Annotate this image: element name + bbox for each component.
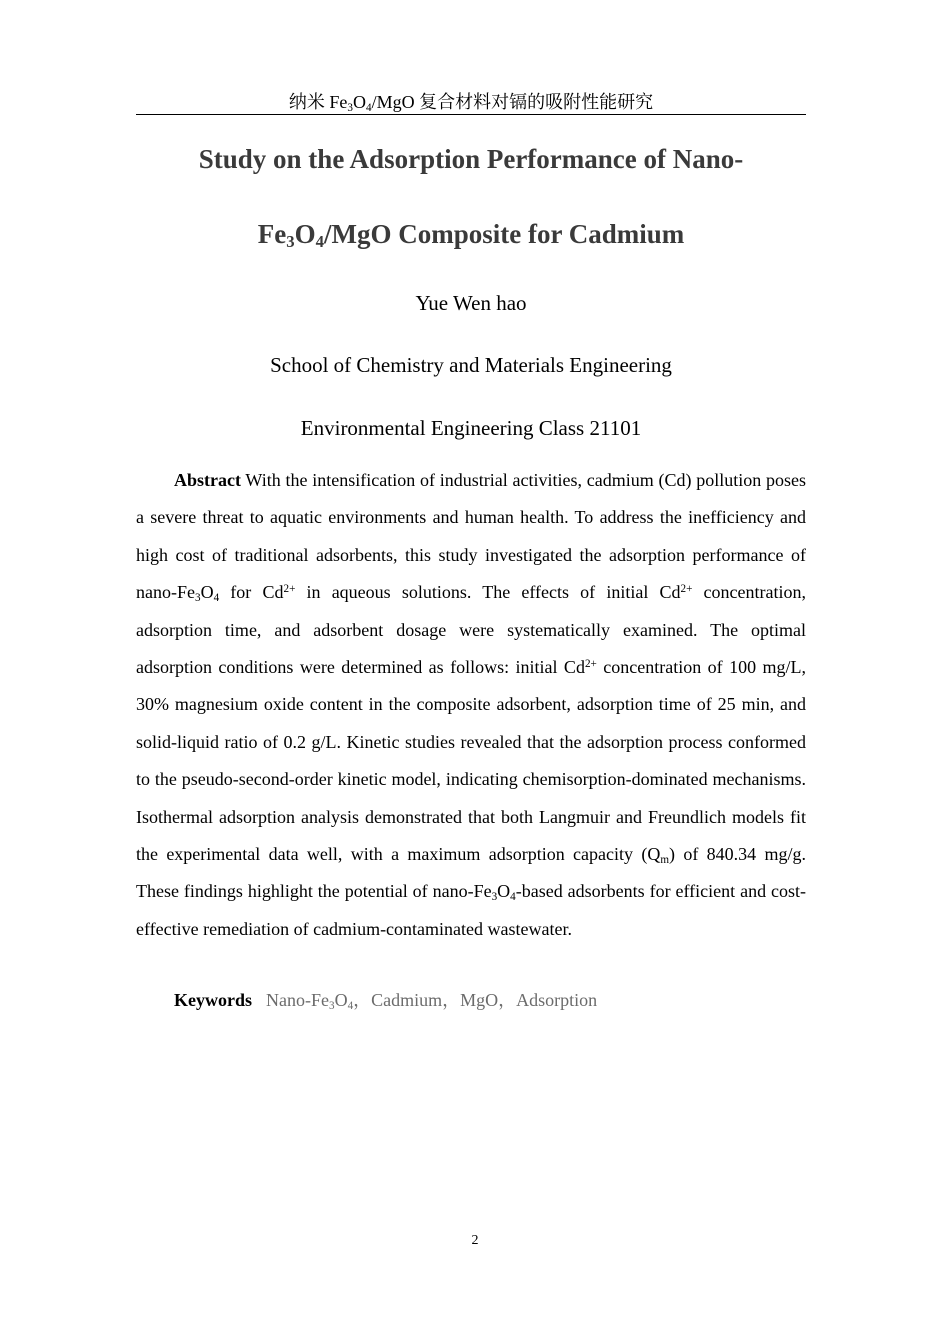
abstract-text: in aqueous solutions. The effects of initial Cd bbox=[295, 582, 681, 603]
abstract-subscript: 3 bbox=[194, 592, 201, 604]
keyword-subscript: 4 bbox=[347, 999, 354, 1012]
header-text: /MgO 复合材料对镉的吸附性能研究 bbox=[371, 92, 654, 112]
abstract-text: With the intensification of industrial activities, cadmium (Cd) pollution poses a severe threat to aquatic environments and human health. To address the inefficiency and high cost of traditional adsorbents, this study investigated the adsorption performance of nano-Fe bbox=[136, 470, 806, 603]
title-line-1: Study on the Adsorption Performance of Nano- bbox=[198, 144, 744, 174]
keyword-text: MgO bbox=[460, 990, 499, 1010]
title-subscript: 3 bbox=[286, 232, 295, 252]
author-name: Yue Wen hao bbox=[415, 291, 527, 315]
abstract-text: O bbox=[497, 881, 511, 902]
running-header bbox=[136, 90, 806, 114]
abstract-superscript: 2+ bbox=[584, 657, 597, 670]
abstract-text: ) of 840.34 mg/g. These findings highlight the potential of nano-Fe bbox=[136, 844, 806, 902]
abstract-text: for Cd bbox=[219, 582, 284, 603]
keywords-label: Keywords bbox=[174, 990, 252, 1010]
abstract-label: Abstract bbox=[174, 470, 241, 490]
title-subscript: 4 bbox=[315, 232, 324, 252]
keyword-text: Nano-Fe bbox=[266, 990, 329, 1010]
abstract-subscript: m bbox=[660, 853, 670, 866]
header-rule bbox=[136, 114, 806, 115]
title-text: /MgO Composite for Cadmium bbox=[324, 219, 685, 249]
header-subscript: 4 bbox=[365, 101, 372, 114]
class-name: Environmental Engineering Class 21101 bbox=[300, 416, 642, 440]
header-text: O bbox=[352, 92, 366, 112]
title-text: O bbox=[294, 219, 316, 249]
abstract-subscript: 4 bbox=[510, 891, 516, 904]
keyword-separator: ， bbox=[498, 990, 517, 1010]
keyword-separator: ， bbox=[442, 990, 461, 1010]
title-text: Fe bbox=[257, 219, 287, 249]
page-number: 2 bbox=[471, 1233, 479, 1248]
keyword-subscript: 3 bbox=[328, 999, 335, 1012]
keyword-text: Cadmium bbox=[371, 990, 443, 1010]
abstract-superscript: 2+ bbox=[283, 583, 296, 596]
abstract-text: -based adsorbents for efficient and cost-effective remediation of cadmium-contaminated wastewater. bbox=[136, 881, 806, 939]
abstract-text: O bbox=[200, 582, 214, 603]
abstract-paragraph bbox=[136, 462, 806, 948]
header-subscript: 3 bbox=[347, 101, 353, 114]
keyword-text: O bbox=[334, 990, 348, 1010]
abstract-subscript: 3 bbox=[491, 891, 498, 904]
keyword-separator: ， bbox=[353, 990, 372, 1010]
keywords-line bbox=[174, 985, 597, 1015]
title-line-2 bbox=[136, 219, 806, 250]
header-text: 纳米 Fe bbox=[288, 92, 348, 112]
keywords-values bbox=[266, 990, 597, 1010]
abstract-superscript: 2+ bbox=[680, 583, 693, 596]
abstract-text: concentration of 100 mg/L, 30% magnesium oxide content in the composite adsorbent, adsorption time of 25 min, and solid-liquid ratio of 0.2 g/L. Kinetic studies revealed that the adsorption process conformed to the pseudo-second-order kinetic model, indicating chemisorption-dominated mechanisms. Isothermal adsorption analysis demonstrated that both Langmuir and Freundlich models fit the experimental data well, with a maximum adsorption capacity (Q bbox=[136, 657, 807, 865]
abstract-subscript: 4 bbox=[213, 592, 220, 604]
keyword-text: Adsorption bbox=[516, 990, 598, 1010]
school-name: School of Chemistry and Materials Engineering bbox=[270, 353, 672, 377]
abstract-text: concentration, adsorption time, and adsorbent dosage were systematically examined. The optimal adsorption conditions were determined as follows: initial Cd bbox=[136, 582, 806, 678]
